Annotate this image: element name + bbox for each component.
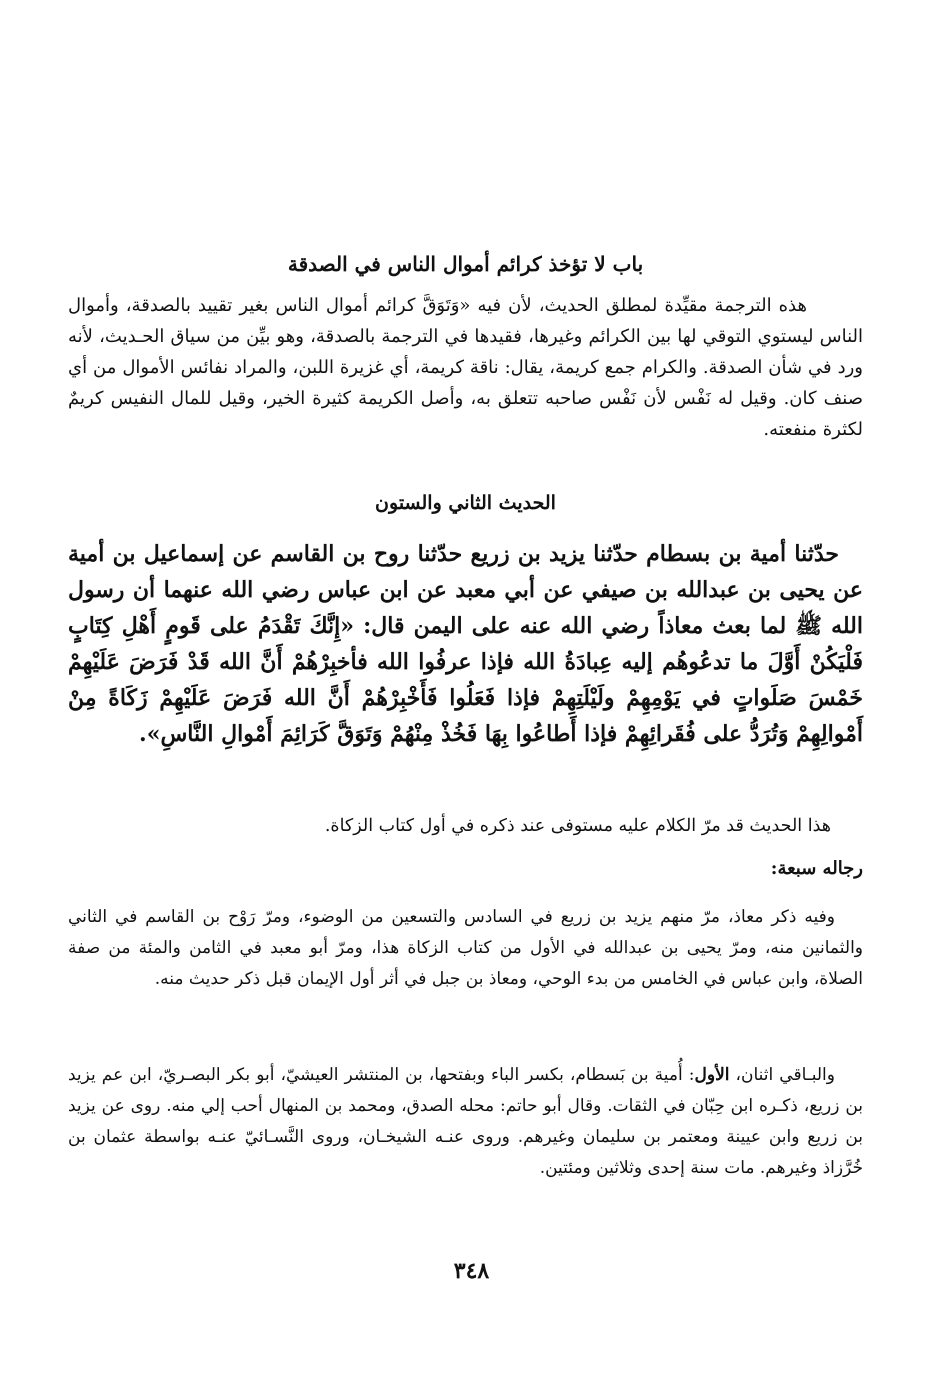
chapter-title: باب لا تؤخذ كرائم أموال الناس في الصدقة bbox=[287, 252, 644, 276]
rijal-label: رجاله سبعة: bbox=[770, 858, 863, 879]
baqi-first-label: الأول bbox=[694, 1065, 730, 1085]
rijal-paragraph: وفيه ذكر معاذ، مرّ منهم يزيد بن زريع في السادس والتسعين من الوضوء، ومرّ رَوْح بن القاسم في الثاني والثمانين منه، ومرّ يحيى بن عبدالله في الأول من كتاب الزكاة هذا، ومرّ أبو معبد في الثامن والمئة من صفة الصلاة، وابن عباس في الخامس من بدء الوحي، ومعاذ بن جبل في أثر أول الإيمان قبل ذكر حديث منه. bbox=[68, 907, 863, 989]
hadith-title: الحديث الثاني والستون bbox=[375, 492, 556, 514]
hadith-note: هذا الحديث قد مرّ الكلام عليه مستوفى عند ذكره في أول كتاب الزكاة. bbox=[324, 816, 831, 836]
baqi-paragraph bbox=[68, 1060, 863, 1184]
baqi-intro: والبـاقي اثنان، bbox=[729, 1065, 835, 1085]
hadith-text: حدّثنا أمية بن بسطام حدّثنا يزيد بن زريع حدّثنا روح بن القاسم عن إسماعيل بن أمية عن يحيى بن عبدالله بن صيفي عن أبي معبد عن ابن عباس رضي الله عنهما أن رسول الله ﷺ لما بعث معاذاً رضي الله عنه على اليمن قال: «إِنَّكَ تَقْدَمُ على قَومٍ أَهْلِ كِتَابٍ فَلْيَكُنْ أَوَّلَ ما تدعُوهُم إليه عِبادَةُ الله فإذا عرفُوا الله فأخبِرْهُمْ أَنَّ الله قَدْ فَرَضَ عَلَيْهِمْ خَمْسَ صَلَواتٍ في يَوْمِهِمْ ولَيْلَتِهِمْ فإذا فَعَلُوا فَأَخْبِرْهُمْ أَنَّ الله فَرَضَ عَلَيْهِمْ زَكَاةً مِنْ أَمْوالِهِمْ وَتُرَدُّ على فُقَرائِهِمْ فإذا أَطاعُوا بِهَا فَخُذْ مِنْهُمْ وَتَوَقَّ كَرَائِمَ أَمْوالِ النَّاسِ». bbox=[68, 541, 863, 747]
intro-paragraph: هذه الترجمة مقيِّدة لمطلق الحديث، لأن فيه «وَتَوَقَّ كرائم أموال الناس بغير تقييد بالصدقة، وأموال الناس ليستوي التوقي لها بين الكرائم وغيرها، فقيدها في الترجمة بالصدقة، وهو بيِّن من سياق الحـديث، لأنه ورد في شأن الصدقة. والكرام جمع كريمة، يقال: ناقة كريمة، أي غزيرة اللبن، والمراد نفائس الأموال من أي صنف كان. وقيل له نَفْس لأن نَفْس صاحبه تتعلق به، وأصل الكريمة كثيرة الخير، وقيل للمال النفيس كريمٌ لكثرة منفعته. bbox=[68, 295, 863, 440]
baqi-body: : أُمية بن بَسطام، بكسر الباء وبفتحها، بن المنتشر العيشيّ، أبو بكر البصـريّ، ابن عم يزيد بن زريع، ذكـره ابن حِبّان في الثقات. وقال أبو حاتم: محله الصدق، ومحمد بن المنهال أحب إلي منه. روى عن يزيد بن زريع وابن عيينة ومعتمر بن سليمان وغيرهم. وروى عنـه الشيخـان، وروى النَّسـائيّ عنـه بواسطة عثمان بن خُرَّزاذ وغيرهم. مات سنة إحدى وثلاثين ومئتين. bbox=[68, 1065, 863, 1178]
page-number: ٣٤٨ bbox=[453, 1258, 490, 1284]
